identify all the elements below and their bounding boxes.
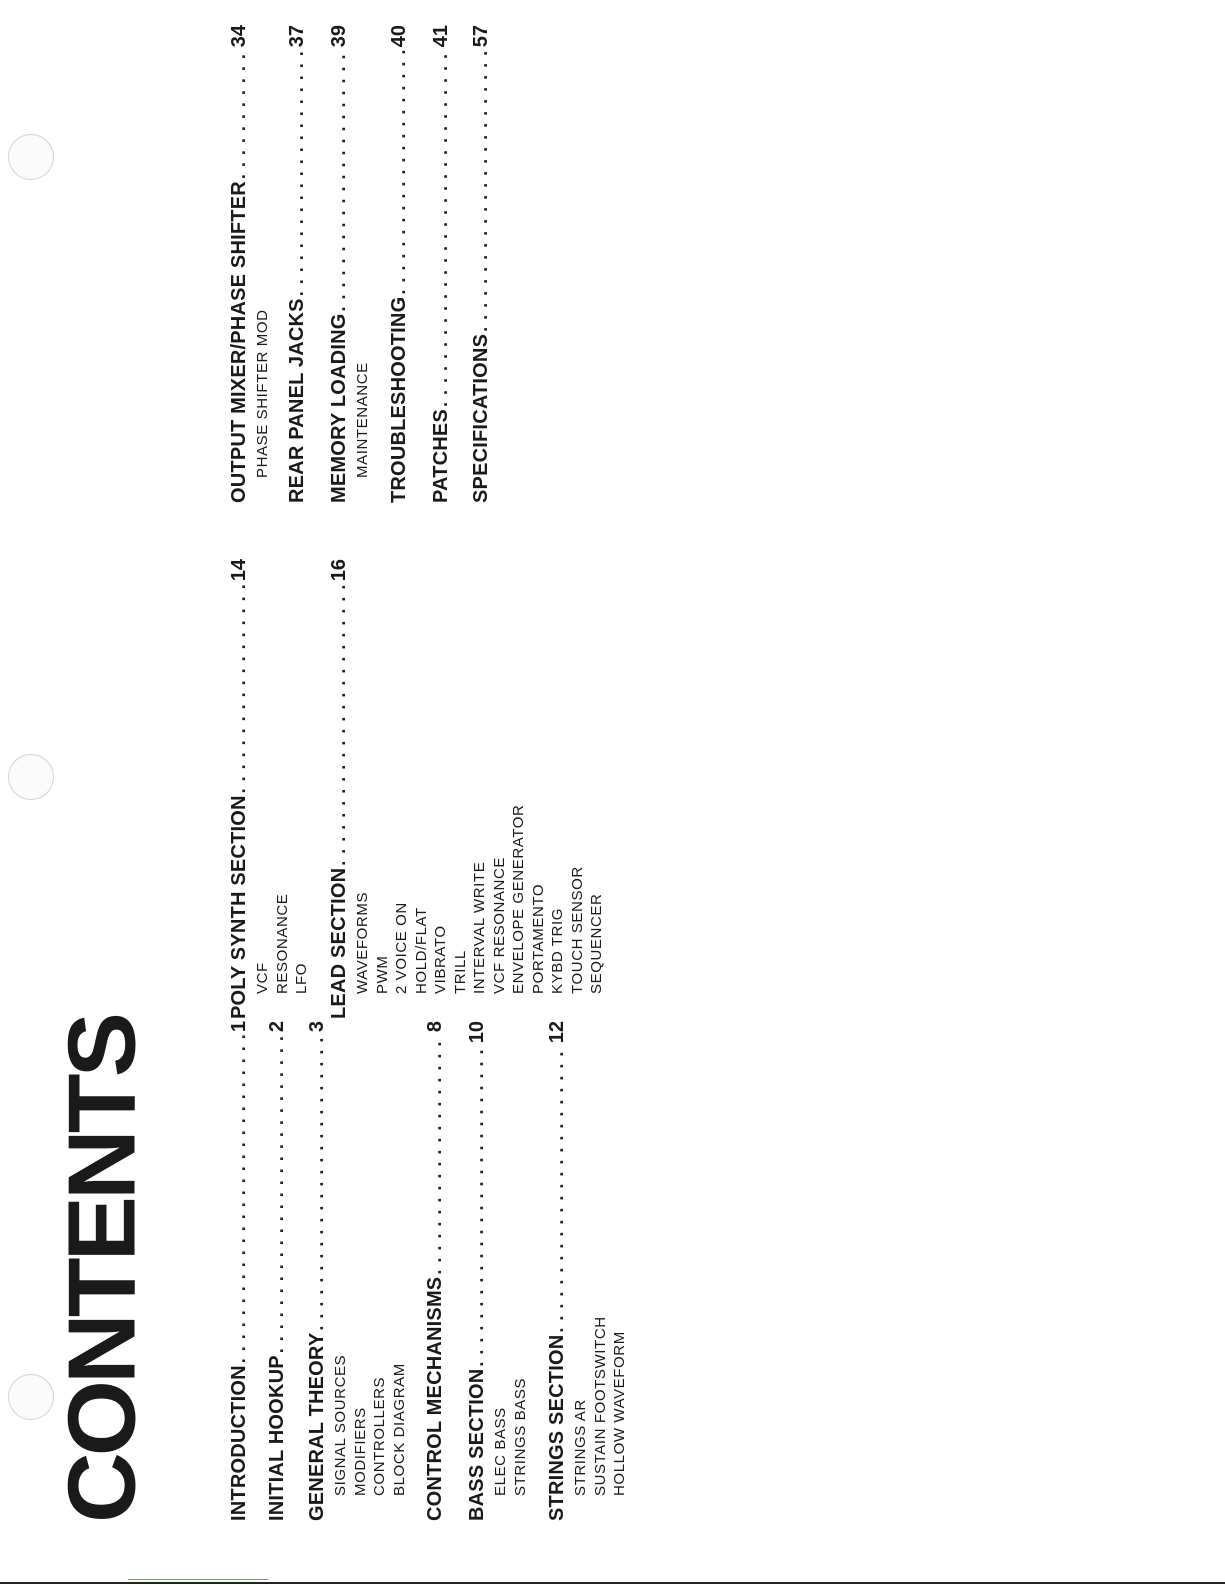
toc-entry[interactable] — [266, 1021, 292, 1521]
page-title: CONTENTS — [47, 1016, 155, 1523]
toc-page-number: 57 — [470, 25, 492, 48]
toc-page-number: 37 — [286, 25, 308, 48]
toc-subtopic: WAVEFORMS — [354, 891, 371, 994]
toc-subtopic: HOLD/FLAT — [412, 907, 430, 994]
toc-subtopics — [253, 559, 312, 1019]
toc-entry[interactable] — [228, 25, 273, 503]
toc-page-number: 12 — [546, 1021, 568, 1044]
toc-subtopic: TRILL — [451, 950, 469, 994]
dot-leader — [287, 49, 308, 296]
dot-leader — [425, 1034, 446, 1275]
toc-page-number: 1 — [228, 1021, 250, 1033]
toc-entry[interactable] — [228, 559, 312, 1019]
toc-subtopic: MODIFIERS — [351, 1407, 369, 1496]
toc-page-number: 41 — [430, 25, 452, 48]
toc-subtopic: ELEC BASS — [492, 1407, 509, 1496]
dot-leader — [389, 49, 410, 294]
toc-entry-title: INITIAL HOOKUP — [266, 1355, 288, 1521]
toc-subtopic: KYBD TRIG — [549, 908, 566, 994]
toc-subtopics — [571, 1021, 630, 1521]
toc-page-number: 8 — [424, 1021, 446, 1033]
toc-subtopic: STRINGS BASS — [511, 1377, 529, 1496]
dot-leader — [547, 1045, 568, 1332]
toc-entry-title: GENERAL THEORY — [306, 1332, 328, 1521]
dot-leader — [329, 583, 350, 865]
toc-subtopic: BLOCK DIAGRAM — [390, 1363, 408, 1496]
toc-entry-title: OUTPUT MIXER/PHASE SHIFTER — [228, 181, 250, 503]
toc-subtopic: INTERVAL WRITE — [471, 861, 488, 994]
dot-leader — [467, 1045, 488, 1366]
toc-page-number: 34 — [228, 25, 250, 48]
toc-subtopics — [491, 1021, 530, 1521]
toc-entry-title: MEMORY LOADING — [328, 313, 350, 503]
toc-subtopic: STRINGS AR — [572, 1399, 589, 1496]
toc-subtopic: LFO — [293, 963, 310, 994]
toc-entry-title: BASS SECTION — [466, 1368, 488, 1521]
dot-leader — [307, 1034, 328, 1330]
toc-entry[interactable] — [306, 1021, 409, 1521]
toc-subtopic: VCF — [254, 962, 271, 994]
dot-leader — [431, 49, 452, 407]
toc-subtopic: PWM — [373, 955, 391, 994]
toc-entry-title: STRINGS SECTION — [546, 1334, 568, 1521]
toc-subtopic: RESONANCE — [273, 893, 291, 994]
toc-entry[interactable] — [546, 1021, 630, 1521]
toc-subtopic: CONTROLLERS — [371, 1376, 388, 1496]
toc-page-number: 2 — [266, 1021, 288, 1033]
toc-subtopic: PORTAMENTO — [529, 883, 547, 994]
toc-page-number: 39 — [328, 25, 350, 48]
toc-entry-title: REAR PANEL JACKS — [286, 298, 308, 503]
toc-entry[interactable] — [328, 559, 607, 1019]
toc-subtopic: 2 VOICE ON — [393, 902, 410, 994]
toc-entry[interactable] — [424, 1021, 450, 1521]
toc-entry-title: LEAD SECTION — [328, 867, 350, 1019]
dot-leader — [229, 1034, 250, 1363]
toc-entry-title: CONTROL MECHANISMS — [424, 1276, 446, 1521]
toc-page-number: 40 — [388, 25, 410, 48]
toc-subtopic: SEQUENCER — [588, 893, 605, 994]
toc-entry-title: TROUBLESHOOTING — [388, 296, 410, 503]
toc-page-number: 10 — [466, 1021, 488, 1044]
toc-subtopic: MAINTENANCE — [354, 362, 371, 478]
dot-leader — [267, 1034, 288, 1353]
toc-subtopic: ENVELOPE GENERATOR — [510, 804, 527, 994]
toc-subtopic: SIGNAL SOURCES — [332, 1354, 349, 1496]
toc-entry-title: POLY SYNTH SECTION — [228, 795, 250, 1019]
toc-entry[interactable] — [228, 1021, 254, 1521]
toc-entry-title: INTRODUCTION — [228, 1365, 250, 1521]
toc-subtopic: VCF RESONANCE — [490, 857, 508, 994]
toc-entry[interactable] — [466, 1021, 530, 1521]
toc-subtopic: HOLLOW WAVEFORM — [611, 1331, 628, 1496]
toc-entry-title: SPECIFICATIONS — [470, 333, 492, 503]
dot-leader — [229, 49, 250, 179]
toc-subtopics — [253, 25, 273, 503]
dot-leader — [329, 49, 350, 311]
toc-subtopics — [353, 25, 373, 503]
toc-entry[interactable] — [430, 25, 456, 503]
toc-entry[interactable] — [286, 25, 312, 503]
toc-subtopic: SUSTAIN FOOTSWITCH — [591, 1316, 609, 1496]
dot-leader — [229, 583, 250, 793]
toc-page-number: 14 — [228, 559, 250, 582]
toc-entry[interactable] — [470, 25, 496, 503]
dot-leader — [471, 49, 492, 332]
toc-page-number: 3 — [306, 1021, 328, 1033]
toc-subtopic: TOUCH SENSOR — [568, 866, 586, 994]
toc-subtopics — [331, 1021, 409, 1521]
toc-entry[interactable] — [388, 25, 414, 503]
toc-subtopic: VIBRATO — [432, 925, 449, 994]
toc-subtopics — [353, 559, 607, 1019]
toc-subtopic: PHASE SHIFTER MOD — [254, 309, 271, 478]
toc-entry-title: PATCHES — [430, 409, 452, 503]
toc-page-number: 16 — [328, 559, 350, 582]
toc-entry[interactable] — [328, 25, 373, 503]
